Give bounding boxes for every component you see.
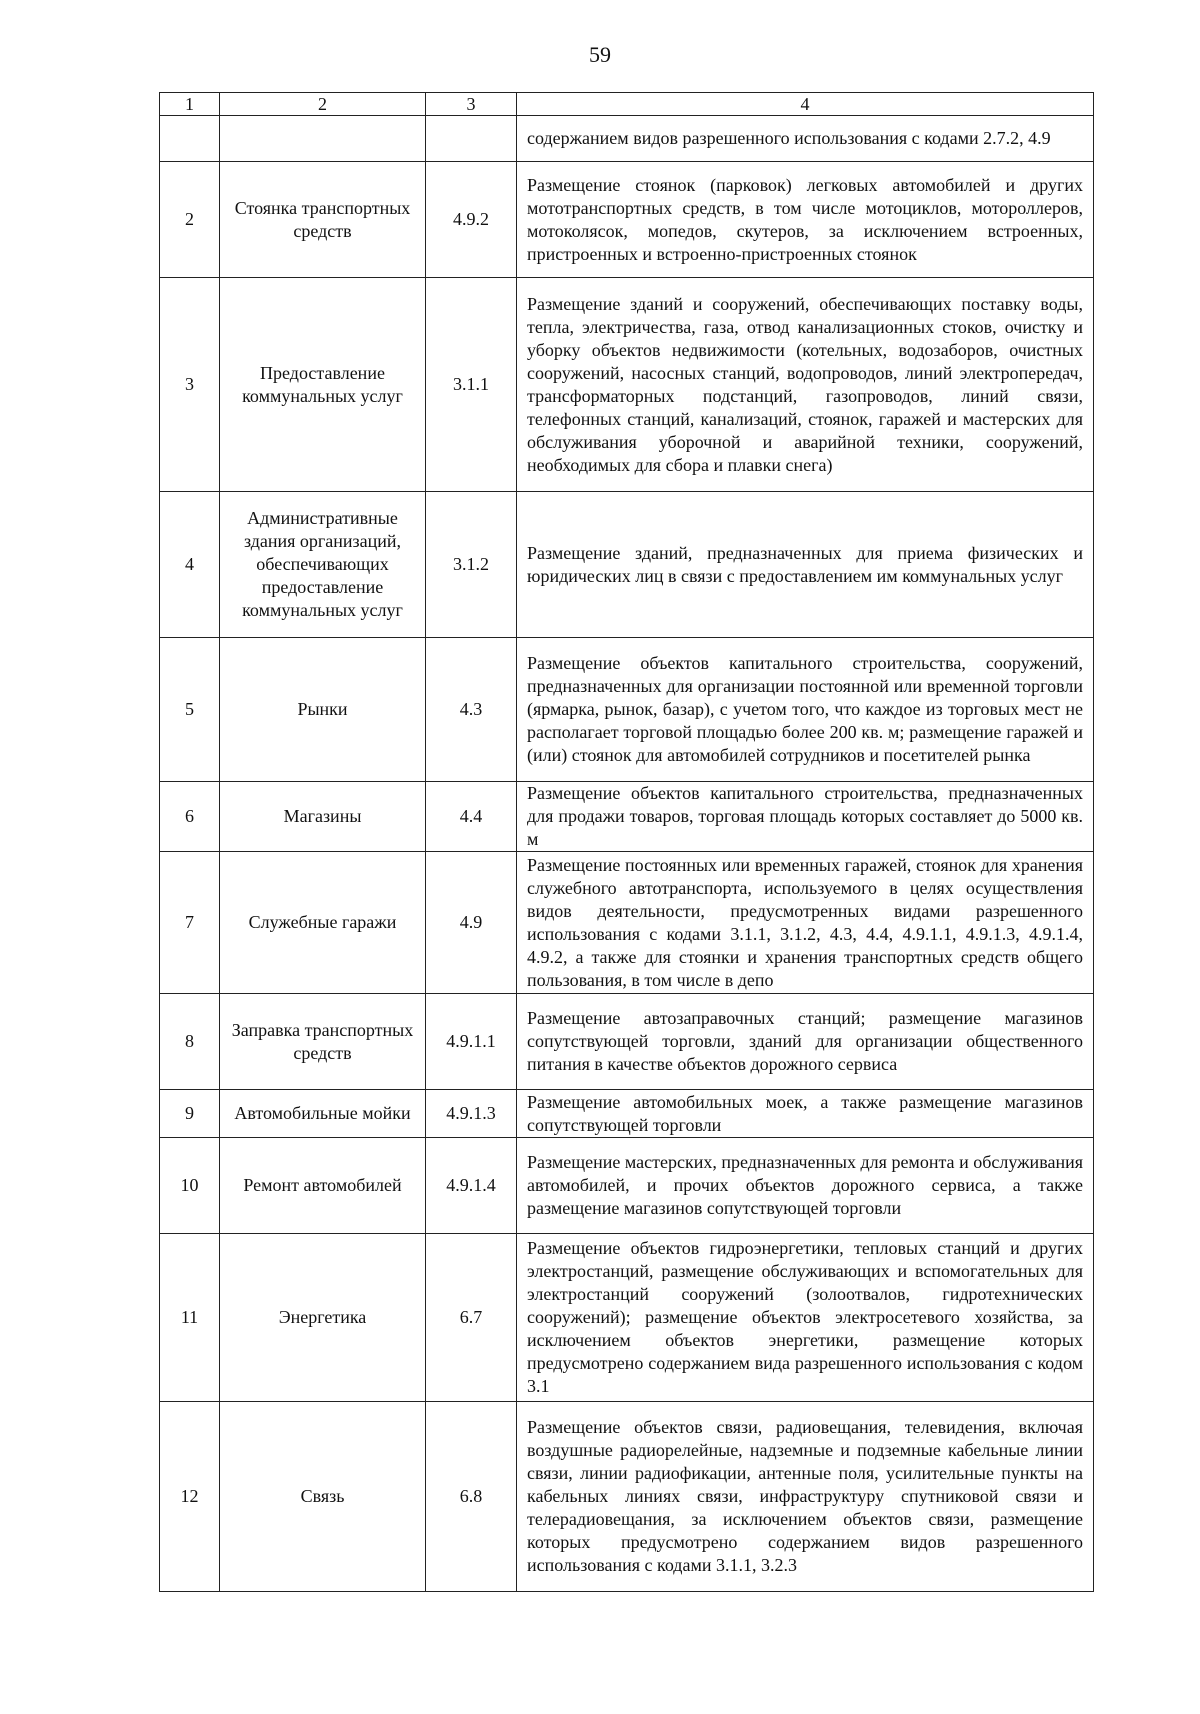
row-use-code: 4.9.2 xyxy=(426,162,517,278)
row-use-name: Заправка транспортных средств xyxy=(220,994,426,1090)
row-number: 11 xyxy=(160,1234,220,1402)
row-use-code xyxy=(426,116,517,162)
row-use-code: 6.8 xyxy=(426,1402,517,1592)
row-use-name: Энергетика xyxy=(220,1234,426,1402)
row-use-name: Предоставление коммунальных услуг xyxy=(220,278,426,492)
row-use-name xyxy=(220,116,426,162)
table-row xyxy=(160,782,1094,852)
row-number: 3 xyxy=(160,278,220,492)
row-use-description: Размещение зданий, предназначенных для приема физических и юридических лиц в связи с предоставлением им коммунальных услуг xyxy=(517,492,1094,638)
row-use-code: 3.1.2 xyxy=(426,492,517,638)
row-use-code: 4.9.1.4 xyxy=(426,1138,517,1234)
row-use-description: Размещение автомобильных моек, а также размещение магазинов сопутствующей торговли xyxy=(517,1090,1094,1138)
table-row xyxy=(160,1090,1094,1138)
row-use-name: Служебные гаражи xyxy=(220,852,426,994)
table-row xyxy=(160,492,1094,638)
header-col-1: 1 xyxy=(160,93,220,116)
row-number: 12 xyxy=(160,1402,220,1592)
row-use-description: Размещение автозаправочных станций; размещение магазинов сопутствующей торговли, зданий для организации общественного питания в качестве объектов дорожного сервиса xyxy=(517,994,1094,1090)
row-use-description: Размещение постоянных или временных гаражей, стоянок для хранения служебного автотранспорта, используемого в целях осуществления видов деятельности, предусмотренных видами разрешенного использования с кодами 3.1.1, 3.1.2, 4.3, 4.4, 4.9.1.1, 4.9.1.3, 4.9.1.4, 4.9.2, а также для стоянки и хранения транспортных средств общего пользования, в том числе в депо xyxy=(517,852,1094,994)
row-use-name: Ремонт автомобилей xyxy=(220,1138,426,1234)
row-use-code: 4.4 xyxy=(426,782,517,852)
row-number: 10 xyxy=(160,1138,220,1234)
table-row xyxy=(160,1138,1094,1234)
row-use-name: Автомобильные мойки xyxy=(220,1090,426,1138)
table-row xyxy=(160,638,1094,782)
page-number: 59 xyxy=(589,42,611,67)
row-use-description: Размещение мастерских, предназначенных для ремонта и обслуживания автомобилей, и прочих объектов дорожного сервиса, а также размещение магазинов сопутствующей торговли xyxy=(517,1138,1094,1234)
table-row xyxy=(160,162,1094,278)
row-number xyxy=(160,116,220,162)
table-row xyxy=(160,116,1094,162)
table-header-row xyxy=(160,93,1094,116)
row-number: 9 xyxy=(160,1090,220,1138)
row-use-name: Магазины xyxy=(220,782,426,852)
row-use-code: 6.7 xyxy=(426,1234,517,1402)
header-col-3: 3 xyxy=(426,93,517,116)
row-use-description: Размещение зданий и сооружений, обеспечивающих поставку воды, тепла, электричества, газа, отвод канализационных стоков, очистку и уборку объектов недвижимости (котельных, водозаборов, очистных сооружений, насосных станций, водопроводов, линий электропередач, трансформаторных подстанций, газопроводов, линий связи, телефонных станций, канализаций, стоянок, гаражей и мастерских для обслуживания уборочной и аварийной техники, сооружений, необходимых для сбора и плавки снега) xyxy=(517,278,1094,492)
row-use-code: 4.3 xyxy=(426,638,517,782)
row-use-description: Размещение объектов капитального строительства, сооружений, предназначенных для организации постоянной или временной торговли (ярмарка, рынок, базар), с учетом того, что каждое из торговых мест не располагает торговой площадью более 200 кв. м; размещение гаражей и (или) стоянок для автомобилей сотрудников и посетителей рынка xyxy=(517,638,1094,782)
row-number: 5 xyxy=(160,638,220,782)
row-use-code: 4.9 xyxy=(426,852,517,994)
table-row xyxy=(160,278,1094,492)
row-use-description: содержанием видов разрешенного использования с кодами 2.7.2, 4.9 xyxy=(517,116,1094,162)
row-use-name: Связь xyxy=(220,1402,426,1592)
table-row xyxy=(160,852,1094,994)
table-row xyxy=(160,994,1094,1090)
row-number: 6 xyxy=(160,782,220,852)
row-use-code: 3.1.1 xyxy=(426,278,517,492)
table-row xyxy=(160,1234,1094,1402)
row-use-name: Административные здания организаций, обеспечивающих предоставление коммунальных услуг xyxy=(220,492,426,638)
land-use-table xyxy=(159,92,1094,1592)
row-use-code: 4.9.1.3 xyxy=(426,1090,517,1138)
row-use-code: 4.9.1.1 xyxy=(426,994,517,1090)
row-number: 2 xyxy=(160,162,220,278)
row-number: 7 xyxy=(160,852,220,994)
row-use-description: Размещение объектов связи, радиовещания, телевидения, включая воздушные радиорелейные, надземные и подземные кабельные линии связи, линии радиофикации, антенные поля, усилительные пункты на кабельных линиях связи, инфраструктуру спутниковой связи и телерадиовещания, за исключением объектов связи, размещение которых предусмотрено содержанием видов разрешенного использования с кодами 3.1.1, 3.2.3 xyxy=(517,1402,1094,1592)
row-use-description: Размещение стоянок (парковок) легковых автомобилей и других мототранспортных средств, в том числе мотоциклов, мотороллеров, мотоколясок, мопедов, скутеров, за исключением встроенных, пристроенных и встроенно-пристроенных стоянок xyxy=(517,162,1094,278)
row-number: 8 xyxy=(160,994,220,1090)
row-use-description: Размещение объектов гидроэнергетики, тепловых станций и других электростанций, размещение обслуживающих и вспомогательных для электростанций сооружений (золоотвалов, гидротехнических сооружений); размещение объектов электросетевого хозяйства, за исключением объектов энергетики, размещение которых предусмотрено содержанием вида разрешенного использования с кодом 3.1 xyxy=(517,1234,1094,1402)
table-row xyxy=(160,1402,1094,1592)
header-col-2: 2 xyxy=(220,93,426,116)
row-use-name: Стоянка транспортных средств xyxy=(220,162,426,278)
header-col-4: 4 xyxy=(517,93,1094,116)
row-number: 4 xyxy=(160,492,220,638)
row-use-description: Размещение объектов капитального строительства, предназначенных для продажи товаров, торговая площадь которых составляет до 5000 кв. м xyxy=(517,782,1094,852)
row-use-name: Рынки xyxy=(220,638,426,782)
